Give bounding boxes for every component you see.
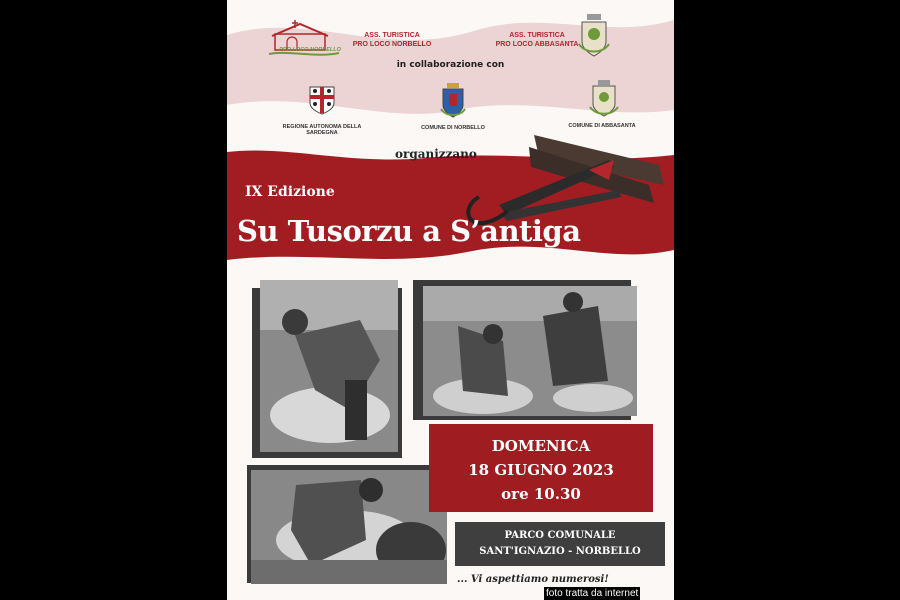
partner-label-sardegna: REGIONE AUTONOMA DELLA SARDEGNA <box>282 124 362 136</box>
event-date-box <box>429 424 653 512</box>
abbasanta-partner-crest-icon <box>589 80 619 118</box>
norbello-crest-icon <box>440 83 466 119</box>
footer-text: ... Vi aspettiamo numerosi! <box>457 574 609 585</box>
event-poster <box>227 0 674 600</box>
photo-credit: foto tratta da internet <box>546 588 639 599</box>
location-box <box>455 522 665 566</box>
shearing-photo-2 <box>423 286 637 416</box>
collab-text: in collaborazione con <box>396 60 505 70</box>
shearing-photo-1 <box>260 280 398 452</box>
org-right-line1: ASS. TURISTICA <box>509 32 565 39</box>
organizzano-text: organizzano <box>395 147 477 161</box>
abbasanta-crest-icon <box>577 14 611 58</box>
event-date: 18 GIUGNO 2023 <box>468 461 614 479</box>
shearing-photo-3 <box>251 470 447 584</box>
org-right-name <box>482 31 592 49</box>
partner-label-abbasanta: COMUNE DI ABBASANTA <box>568 123 636 129</box>
edition-label: IX Edizione <box>245 184 335 200</box>
org-left-line2: PRO LOCO NORBELLO <box>352 41 432 48</box>
org-right-line2: PRO LOCO ABBASANTA <box>495 41 579 48</box>
pro-loco-logo-text: PRO LOCO NORBELLO <box>279 47 341 53</box>
location-line2: SANT'IGNAZIO - NORBELLO <box>479 546 641 557</box>
org-left-line1: ASS. TURISTICA <box>364 32 420 39</box>
org-left-name <box>337 31 447 49</box>
partner-label-norbello: COMUNE DI NORBELLO <box>421 125 485 131</box>
sardegna-flag-icon <box>308 85 336 115</box>
event-title: Su Tusorzu a S’antiga <box>237 214 581 248</box>
event-day: DOMENICA <box>491 437 591 455</box>
event-time: ore 10.30 <box>501 485 581 503</box>
location-line1: PARCO COMUNALE <box>504 530 616 541</box>
